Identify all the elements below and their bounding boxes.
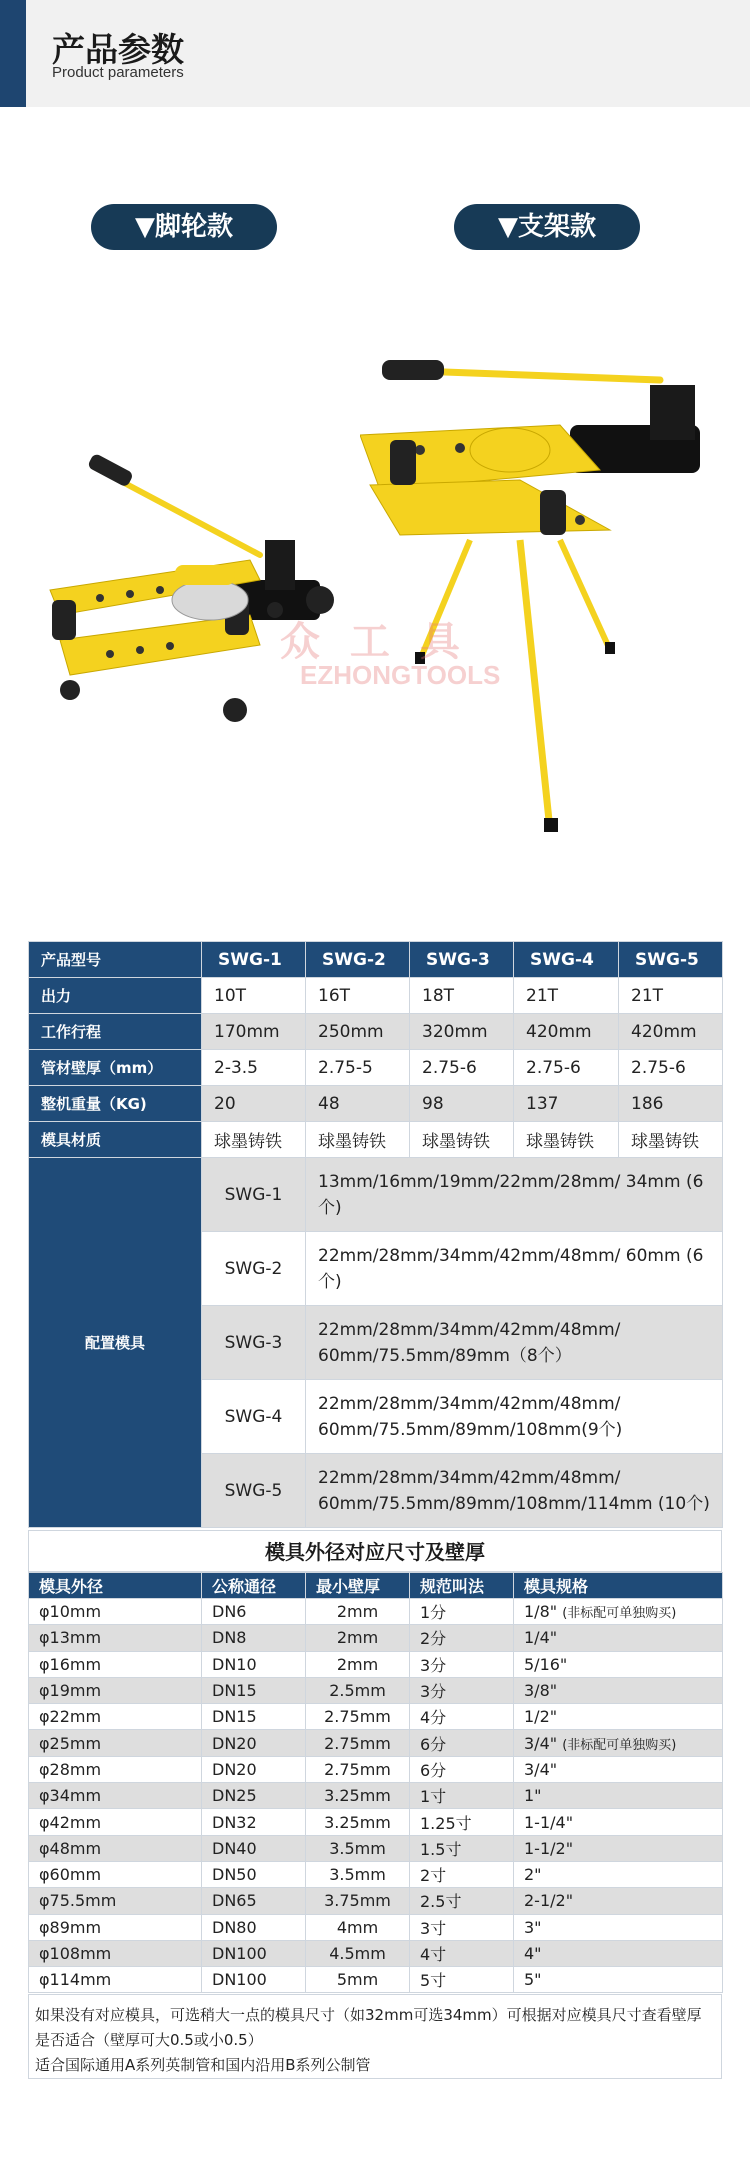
size-row bbox=[29, 1677, 723, 1703]
spec-value: 98 bbox=[410, 1086, 514, 1122]
spec-value: 21T bbox=[619, 978, 723, 1014]
size-name bbox=[410, 1756, 514, 1782]
size-dn bbox=[202, 1940, 306, 1966]
spec-value: 186 bbox=[619, 1086, 723, 1122]
size-spec bbox=[514, 1888, 723, 1914]
spec-value: 21T bbox=[514, 978, 619, 1014]
mold-model: SWG-4 bbox=[202, 1380, 306, 1454]
size-dn-text: DN20 bbox=[212, 1759, 257, 1779]
mold-sizes: 22mm/28mm/34mm/42mm/48mm/ 60mm (6个) bbox=[306, 1232, 723, 1306]
spec-value: 18T bbox=[410, 978, 514, 1014]
size-wall-text: 2.75mm bbox=[324, 1707, 391, 1727]
variant-stand-label: ▼支架款 bbox=[454, 204, 640, 250]
size-spec-note: (非标配可单独购买) bbox=[562, 1737, 677, 1753]
spec-value: 2.75-6 bbox=[514, 1050, 619, 1086]
spec-value: 20 bbox=[202, 1086, 306, 1122]
size-table bbox=[28, 1572, 723, 1993]
size-od-text: φ25mm bbox=[39, 1733, 102, 1753]
mold-sizes: 22mm/28mm/34mm/42mm/48mm/ 60mm/75.5mm/89mm（8个） bbox=[306, 1306, 723, 1380]
size-dn-text: DN50 bbox=[212, 1865, 257, 1885]
size-spec bbox=[514, 1599, 723, 1625]
size-od-text: φ114mm bbox=[39, 1970, 112, 1990]
size-dn bbox=[202, 1809, 306, 1835]
size-od bbox=[29, 1967, 202, 1993]
page-subtitle: Product parameters bbox=[52, 64, 184, 81]
spec-key: 出力 bbox=[29, 978, 202, 1014]
model-header: SWG-3 bbox=[410, 942, 514, 978]
size-row bbox=[29, 1730, 723, 1756]
size-dn-text: DN6 bbox=[212, 1602, 247, 1622]
size-row bbox=[29, 1914, 723, 1940]
size-name bbox=[410, 1888, 514, 1914]
size-wall bbox=[306, 1861, 410, 1887]
size-dn-text: DN32 bbox=[212, 1812, 257, 1832]
size-spec-text: 3" bbox=[524, 1917, 542, 1937]
size-wall bbox=[306, 1809, 410, 1835]
watermark-en: EZHONGTOOLS bbox=[300, 660, 501, 690]
spec-value: 250mm bbox=[306, 1014, 410, 1050]
size-spec-text: 2" bbox=[524, 1865, 542, 1885]
size-dn bbox=[202, 1888, 306, 1914]
size-od-text: φ48mm bbox=[39, 1838, 102, 1858]
size-header: 公称通径 bbox=[202, 1573, 306, 1599]
size-header-row bbox=[29, 1573, 723, 1599]
size-row bbox=[29, 1967, 723, 1993]
size-dn bbox=[202, 1677, 306, 1703]
size-spec bbox=[514, 1625, 723, 1651]
mold-model: SWG-5 bbox=[202, 1454, 306, 1528]
size-wall bbox=[306, 1625, 410, 1651]
size-od bbox=[29, 1861, 202, 1887]
size-wall bbox=[306, 1599, 410, 1625]
size-od-text: φ34mm bbox=[39, 1786, 102, 1806]
spec-value: 球墨铸铁 bbox=[410, 1122, 514, 1158]
spec-key: 整机重量（KG) bbox=[29, 1086, 202, 1122]
size-name-text: 1寸 bbox=[420, 1787, 447, 1807]
size-spec-text: 1/4" bbox=[524, 1628, 558, 1648]
spec-value: 16T bbox=[306, 978, 410, 1014]
size-spec bbox=[514, 1809, 723, 1835]
size-wall bbox=[306, 1730, 410, 1756]
spec-value: 420mm bbox=[514, 1014, 619, 1050]
size-od-text: φ16mm bbox=[39, 1654, 102, 1674]
model-header: SWG-4 bbox=[514, 942, 619, 978]
size-dn bbox=[202, 1835, 306, 1861]
size-name bbox=[410, 1677, 514, 1703]
size-header: 规范叫法 bbox=[410, 1573, 514, 1599]
page-title: 产品参数 bbox=[52, 30, 184, 69]
spec-value: 320mm bbox=[410, 1014, 514, 1050]
header-accent-bar bbox=[0, 0, 26, 107]
size-name-text: 3寸 bbox=[420, 1918, 447, 1938]
size-od bbox=[29, 1704, 202, 1730]
size-wall bbox=[306, 1835, 410, 1861]
size-spec-text: 5" bbox=[524, 1970, 542, 1990]
spec-row-weight bbox=[29, 1086, 723, 1122]
mold-config-key: 配置模具 bbox=[29, 1158, 202, 1528]
size-spec bbox=[514, 1783, 723, 1809]
size-row bbox=[29, 1809, 723, 1835]
spec-table bbox=[28, 941, 723, 1528]
size-od-text: φ108mm bbox=[39, 1944, 112, 1963]
spec-value: 球墨铸铁 bbox=[619, 1122, 723, 1158]
size-name bbox=[410, 1967, 514, 1993]
size-spec-text: 1/2" bbox=[524, 1707, 558, 1727]
size-spec bbox=[514, 1756, 723, 1782]
size-spec bbox=[514, 1730, 723, 1756]
size-name-text: 6分 bbox=[420, 1760, 447, 1780]
size-wall-text: 5mm bbox=[336, 1970, 379, 1990]
size-od bbox=[29, 1888, 202, 1914]
size-od-text: φ60mm bbox=[39, 1865, 102, 1885]
size-od bbox=[29, 1599, 202, 1625]
size-dn-text: DN20 bbox=[212, 1733, 257, 1753]
model-header: SWG-1 bbox=[202, 942, 306, 978]
size-name bbox=[410, 1835, 514, 1861]
size-od bbox=[29, 1835, 202, 1861]
size-name-text: 1.5寸 bbox=[420, 1839, 462, 1859]
size-od bbox=[29, 1730, 202, 1756]
spec-value: 球墨铸铁 bbox=[202, 1122, 306, 1158]
size-row bbox=[29, 1651, 723, 1677]
spec-value: 2-3.5 bbox=[202, 1050, 306, 1086]
size-od bbox=[29, 1914, 202, 1940]
size-dn-text: DN80 bbox=[212, 1917, 257, 1937]
size-row bbox=[29, 1783, 723, 1809]
size-wall bbox=[306, 1783, 410, 1809]
size-spec-text: 1/8" bbox=[524, 1602, 558, 1622]
size-wall bbox=[306, 1677, 410, 1703]
size-name-text: 1.25寸 bbox=[420, 1813, 472, 1833]
size-header: 最小壁厚 bbox=[306, 1573, 410, 1599]
size-name-text: 1分 bbox=[420, 1603, 447, 1623]
size-wall bbox=[306, 1704, 410, 1730]
spec-value: 2.75-6 bbox=[619, 1050, 723, 1086]
size-name bbox=[410, 1809, 514, 1835]
size-od-text: φ75.5mm bbox=[39, 1891, 117, 1911]
size-name bbox=[410, 1730, 514, 1756]
size-row bbox=[29, 1599, 723, 1625]
size-dn-text: DN10 bbox=[212, 1654, 257, 1674]
size-spec-text: 1-1/4" bbox=[524, 1812, 574, 1832]
size-spec bbox=[514, 1967, 723, 1993]
size-dn bbox=[202, 1651, 306, 1677]
size-spec-text: 2-1/2" bbox=[524, 1891, 574, 1911]
size-od-text: φ28mm bbox=[39, 1759, 102, 1779]
size-od bbox=[29, 1677, 202, 1703]
size-wall bbox=[306, 1651, 410, 1677]
size-name-text: 4分 bbox=[420, 1708, 447, 1728]
size-spec-text: 1-1/2" bbox=[524, 1838, 574, 1858]
mold-sizes: 22mm/28mm/34mm/42mm/48mm/ 60mm/75.5mm/89mm/108mm(9个) bbox=[306, 1380, 723, 1454]
spec-key: 模具材质 bbox=[29, 1122, 202, 1158]
size-spec-text: 3/8" bbox=[524, 1681, 558, 1701]
mold-model: SWG-3 bbox=[202, 1306, 306, 1380]
footer-line-1: 如果没有对应模具，可选稍大一点的模具尺寸（如32mm可选34mm）可根据对应模具尺寸查看壁厚是否适合（壁厚可大0.5或小0.5） bbox=[35, 2006, 702, 2049]
size-wall-text: 2.75mm bbox=[324, 1759, 391, 1779]
size-row bbox=[29, 1704, 723, 1730]
size-spec-note: (非标配可单独购买) bbox=[562, 1606, 677, 1622]
size-wall bbox=[306, 1888, 410, 1914]
size-name bbox=[410, 1940, 514, 1966]
size-dn bbox=[202, 1914, 306, 1940]
size-dn-text: DN65 bbox=[212, 1891, 257, 1911]
size-dn-text: DN40 bbox=[212, 1838, 257, 1858]
mold-model: SWG-2 bbox=[202, 1232, 306, 1306]
spec-row-force bbox=[29, 978, 723, 1014]
size-name-text: 5寸 bbox=[420, 1971, 447, 1991]
size-od-text: φ89mm bbox=[39, 1917, 102, 1937]
size-od-text: φ22mm bbox=[39, 1707, 102, 1727]
size-name-text: 2寸 bbox=[420, 1866, 447, 1886]
footer-note bbox=[28, 1994, 722, 2079]
size-dn bbox=[202, 1730, 306, 1756]
size-wall-text: 3.5mm bbox=[329, 1838, 386, 1858]
size-spec-text: 3/4" bbox=[524, 1733, 558, 1753]
spec-value: 48 bbox=[306, 1086, 410, 1122]
size-spec-text: 4" bbox=[524, 1944, 542, 1963]
footer-line-2: 适合国际通用A系列英制管和国内沿用B系列公制管 bbox=[35, 2056, 371, 2074]
size-spec bbox=[514, 1704, 723, 1730]
size-od bbox=[29, 1651, 202, 1677]
mold-sizes: 22mm/28mm/34mm/42mm/48mm/ 60mm/75.5mm/89mm/108mm/114mm (10个) bbox=[306, 1454, 723, 1528]
size-name-text: 2.5寸 bbox=[420, 1892, 462, 1912]
size-name bbox=[410, 1704, 514, 1730]
size-wall bbox=[306, 1756, 410, 1782]
spec-value: 球墨铸铁 bbox=[306, 1122, 410, 1158]
size-name-text: 3分 bbox=[420, 1682, 447, 1702]
size-spec bbox=[514, 1835, 723, 1861]
spec-header-row bbox=[29, 942, 723, 978]
spec-row-material bbox=[29, 1122, 723, 1158]
watermark-cn: 众 工 具 bbox=[280, 619, 468, 665]
size-section-title: 模具外径对应尺寸及壁厚 bbox=[28, 1530, 722, 1572]
size-dn-text: DN8 bbox=[212, 1628, 247, 1648]
size-dn-text: DN15 bbox=[212, 1681, 257, 1701]
spec-value: 10T bbox=[202, 978, 306, 1014]
size-name bbox=[410, 1625, 514, 1651]
size-dn bbox=[202, 1704, 306, 1730]
size-spec-text: 1" bbox=[524, 1786, 542, 1806]
size-spec bbox=[514, 1651, 723, 1677]
size-spec bbox=[514, 1940, 723, 1966]
size-dn-text: DN15 bbox=[212, 1707, 257, 1727]
spec-key: 工作行程 bbox=[29, 1014, 202, 1050]
size-name-text: 6分 bbox=[420, 1734, 447, 1754]
spec-value: 137 bbox=[514, 1086, 619, 1122]
size-row bbox=[29, 1625, 723, 1651]
size-dn-text: DN25 bbox=[212, 1786, 257, 1806]
spec-value: 2.75-6 bbox=[410, 1050, 514, 1086]
size-wall-text: 2mm bbox=[336, 1654, 379, 1674]
size-od-text: φ19mm bbox=[39, 1681, 102, 1701]
size-od-text: φ42mm bbox=[39, 1812, 102, 1832]
size-dn bbox=[202, 1625, 306, 1651]
size-wall-text: 3.75mm bbox=[324, 1891, 391, 1911]
spec-key: 管材壁厚（mm） bbox=[29, 1050, 202, 1086]
size-wall-text: 2.5mm bbox=[329, 1681, 386, 1701]
size-row bbox=[29, 1888, 723, 1914]
size-wall bbox=[306, 1967, 410, 1993]
spec-value: 2.75-5 bbox=[306, 1050, 410, 1086]
size-name bbox=[410, 1861, 514, 1887]
size-wall bbox=[306, 1914, 410, 1940]
size-spec bbox=[514, 1861, 723, 1887]
size-wall bbox=[306, 1940, 410, 1966]
size-wall-text: 2.75mm bbox=[324, 1733, 391, 1753]
size-wall-text: 2mm bbox=[336, 1602, 379, 1622]
size-row bbox=[29, 1835, 723, 1861]
size-header: 模具外径 bbox=[29, 1573, 202, 1599]
size-spec bbox=[514, 1914, 723, 1940]
size-row bbox=[29, 1756, 723, 1782]
spec-value: 球墨铸铁 bbox=[514, 1122, 619, 1158]
size-dn-text: DN100 bbox=[212, 1944, 267, 1963]
size-dn bbox=[202, 1599, 306, 1625]
size-od-text: φ13mm bbox=[39, 1628, 102, 1648]
size-header: 模具规格 bbox=[514, 1573, 723, 1599]
mold-model: SWG-1 bbox=[202, 1158, 306, 1232]
spec-row-stroke bbox=[29, 1014, 723, 1050]
size-name bbox=[410, 1914, 514, 1940]
size-spec-text: 5/16" bbox=[524, 1654, 568, 1674]
variant-caster-label: ▼脚轮款 bbox=[91, 204, 277, 250]
spec-value: 170mm bbox=[202, 1014, 306, 1050]
size-name-text: 3分 bbox=[420, 1655, 447, 1675]
size-wall-text: 3.5mm bbox=[329, 1865, 386, 1885]
spec-value: 420mm bbox=[619, 1014, 723, 1050]
size-name bbox=[410, 1599, 514, 1625]
size-wall-text: 2mm bbox=[336, 1628, 379, 1648]
size-wall-text: 4mm bbox=[336, 1917, 379, 1937]
size-wall-text: 3.25mm bbox=[324, 1786, 391, 1806]
size-dn-text: DN100 bbox=[212, 1970, 267, 1990]
size-spec bbox=[514, 1677, 723, 1703]
stand-bender-image bbox=[360, 340, 720, 840]
spec-row-wall bbox=[29, 1050, 723, 1086]
size-wall-text: 3.25mm bbox=[324, 1812, 391, 1832]
size-dn bbox=[202, 1756, 306, 1782]
size-od bbox=[29, 1783, 202, 1809]
size-dn bbox=[202, 1861, 306, 1887]
size-name-text: 2分 bbox=[420, 1629, 447, 1649]
size-wall-text: 4.5mm bbox=[329, 1944, 386, 1963]
model-header: SWG-5 bbox=[619, 942, 723, 978]
size-od-text: φ10mm bbox=[39, 1602, 102, 1622]
size-dn bbox=[202, 1783, 306, 1809]
size-dn bbox=[202, 1967, 306, 1993]
size-od bbox=[29, 1940, 202, 1966]
size-od bbox=[29, 1756, 202, 1782]
model-header: SWG-2 bbox=[306, 942, 410, 978]
mold-sizes: 13mm/16mm/19mm/22mm/28mm/ 34mm (6个) bbox=[306, 1158, 723, 1232]
spec-key: 产品型号 bbox=[29, 942, 202, 978]
size-od bbox=[29, 1625, 202, 1651]
mold-row bbox=[29, 1158, 723, 1232]
section-header bbox=[0, 0, 750, 107]
size-row bbox=[29, 1940, 723, 1966]
size-name bbox=[410, 1783, 514, 1809]
size-spec-text: 3/4" bbox=[524, 1759, 558, 1779]
size-name bbox=[410, 1651, 514, 1677]
size-row bbox=[29, 1861, 723, 1887]
size-od bbox=[29, 1809, 202, 1835]
size-name-text: 4寸 bbox=[420, 1945, 447, 1964]
